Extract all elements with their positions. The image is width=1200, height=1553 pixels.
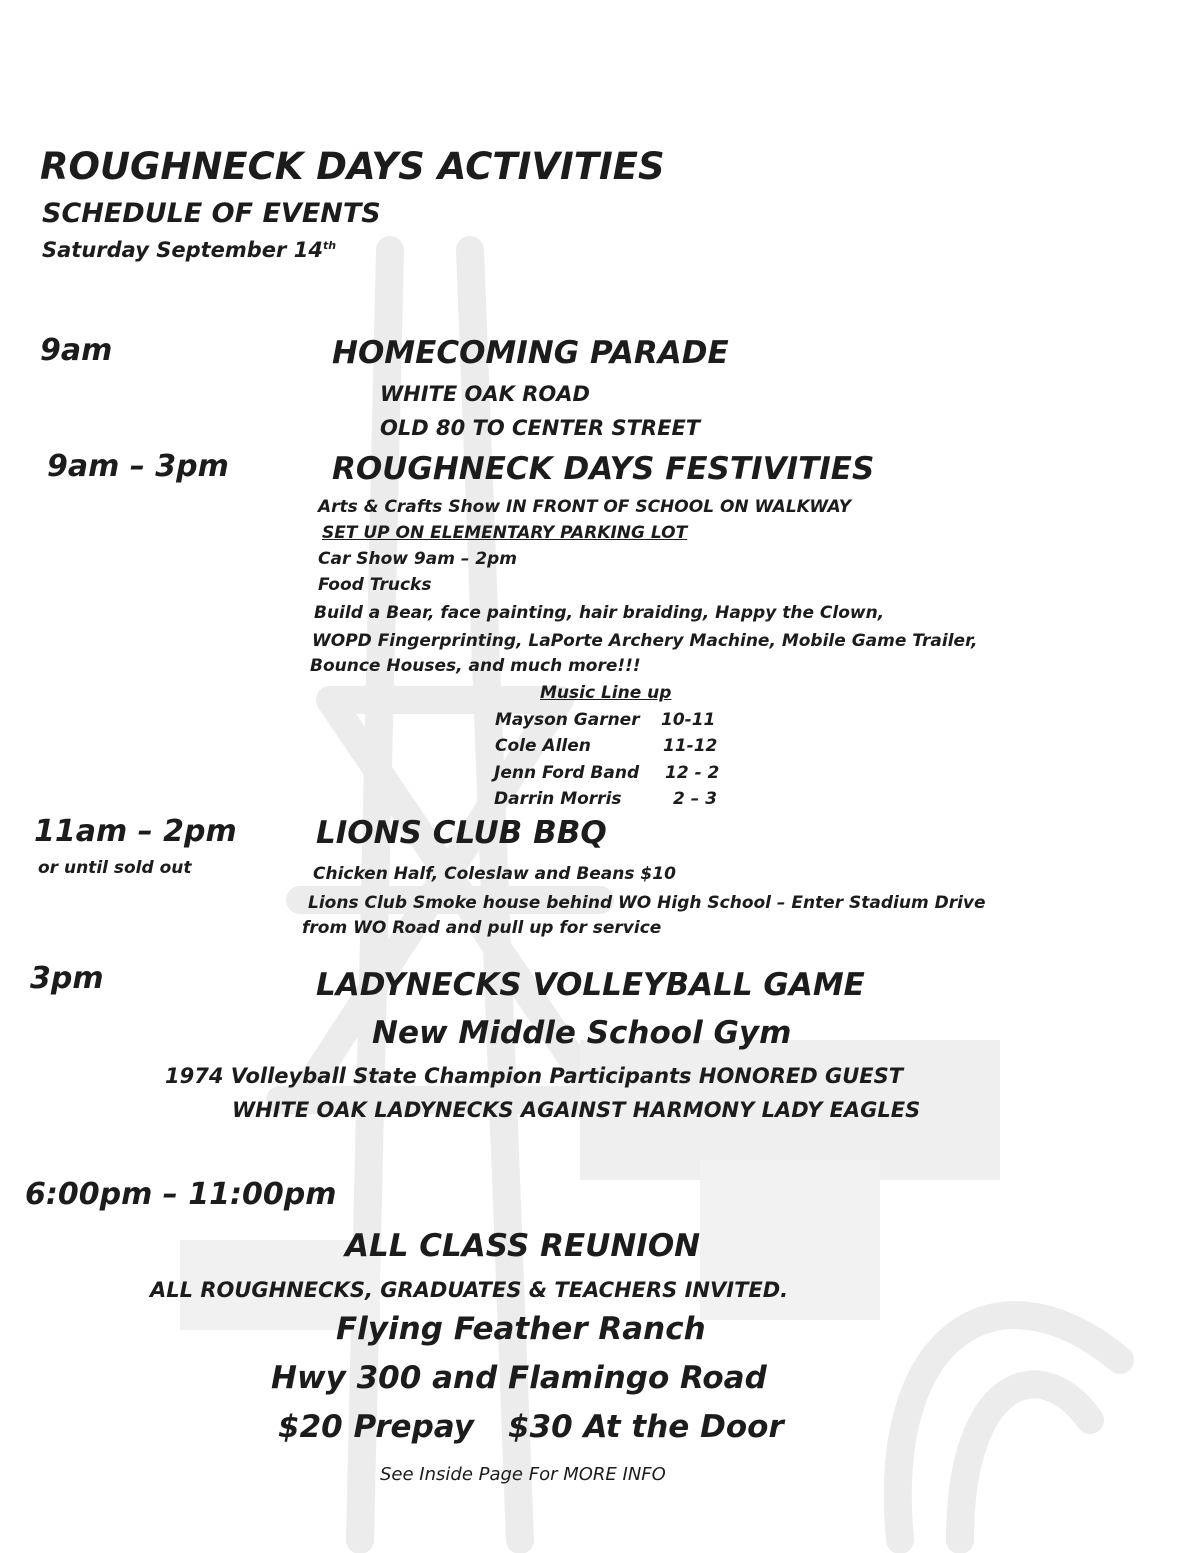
page-title: ROUGHNECK DAYS ACTIVITIES: [40, 145, 665, 188]
bbq-title: LIONS CLUB BBQ: [316, 815, 607, 851]
bbq-location-1: Lions Club Smoke house behind WO High School – Enter Stadium Drive: [308, 893, 986, 913]
music-time: 12 - 2: [665, 763, 720, 783]
music-time: 2 – 3: [673, 789, 717, 809]
parade-route-2: OLD 80 TO CENTER STREET: [380, 416, 701, 440]
setup-location: SET UP ON ELEMENTARY PARKING LOT: [322, 523, 688, 543]
parade-route-1: WHITE OAK ROAD: [380, 382, 590, 406]
reunion-venue: Flying Feather Ranch: [336, 1311, 706, 1347]
bbq-time: 11am – 2pm: [34, 814, 237, 849]
car-show: Car Show 9am – 2pm: [318, 549, 517, 569]
music-heading: Music Line up: [540, 683, 672, 703]
reunion-address: Hwy 300 and Flamingo Road: [271, 1360, 767, 1396]
music-artist: Darrin Morris: [494, 789, 622, 809]
bbq-menu: Chicken Half, Coleslaw and Beans $10: [313, 864, 676, 884]
volleyball-honor: 1974 Volleyball State Champion Participants HONORED GUEST: [165, 1064, 904, 1088]
volleyball-time: 3pm: [30, 961, 104, 996]
volleyball-venue: New Middle School Gym: [372, 1015, 792, 1051]
arts-crafts: Arts & Crafts Show IN FRONT OF SCHOOL ON WALKWAY: [318, 497, 852, 517]
reunion-prepay: $20 Prepay: [278, 1409, 474, 1445]
music-artist: Jenn Ford Band: [494, 763, 640, 783]
schedule-subtitle: SCHEDULE OF EVENTS: [42, 198, 381, 229]
music-artist: Cole Allen: [495, 736, 591, 756]
reunion-title: ALL CLASS REUNION: [345, 1228, 701, 1264]
activities-line-3: Bounce Houses, and much more!!!: [310, 656, 641, 676]
festivities-title: ROUGHNECK DAYS FESTIVITIES: [332, 451, 875, 487]
bbq-location-2: from WO Road and pull up for service: [302, 918, 662, 938]
activities-line-2: WOPD Fingerprinting, LaPorte Archery Machine, Mobile Game Trailer,: [312, 631, 978, 651]
volleyball-matchup: WHITE OAK LADYNECKS AGAINST HARMONY LADY EAGLES: [232, 1098, 921, 1122]
reunion-door-price: $30 At the Door: [508, 1409, 784, 1445]
volleyball-title: LADYNECKS VOLLEYBALL GAME: [316, 967, 865, 1003]
music-time: 10-11: [661, 710, 716, 730]
music-artist: Mayson Garner: [495, 710, 640, 730]
event-date: Saturday September 14th: [42, 238, 337, 262]
more-info-note: See Inside Page For MORE INFO: [380, 1464, 666, 1485]
bbq-time-note: or until sold out: [38, 858, 192, 878]
reunion-invite: ALL ROUGHNECKS, GRADUATES & TEACHERS INVITED.: [150, 1278, 789, 1302]
activities-line-1: Build a Bear, face painting, hair braiding, Happy the Clown,: [314, 603, 885, 623]
festivities-time: 9am – 3pm: [47, 449, 229, 484]
parade-title: HOMECOMING PARADE: [332, 335, 729, 371]
parade-time: 9am: [40, 333, 113, 368]
music-time: 11-12: [663, 736, 718, 756]
reunion-time: 6:00pm – 11:00pm: [25, 1177, 337, 1212]
food-trucks: Food Trucks: [318, 575, 432, 595]
